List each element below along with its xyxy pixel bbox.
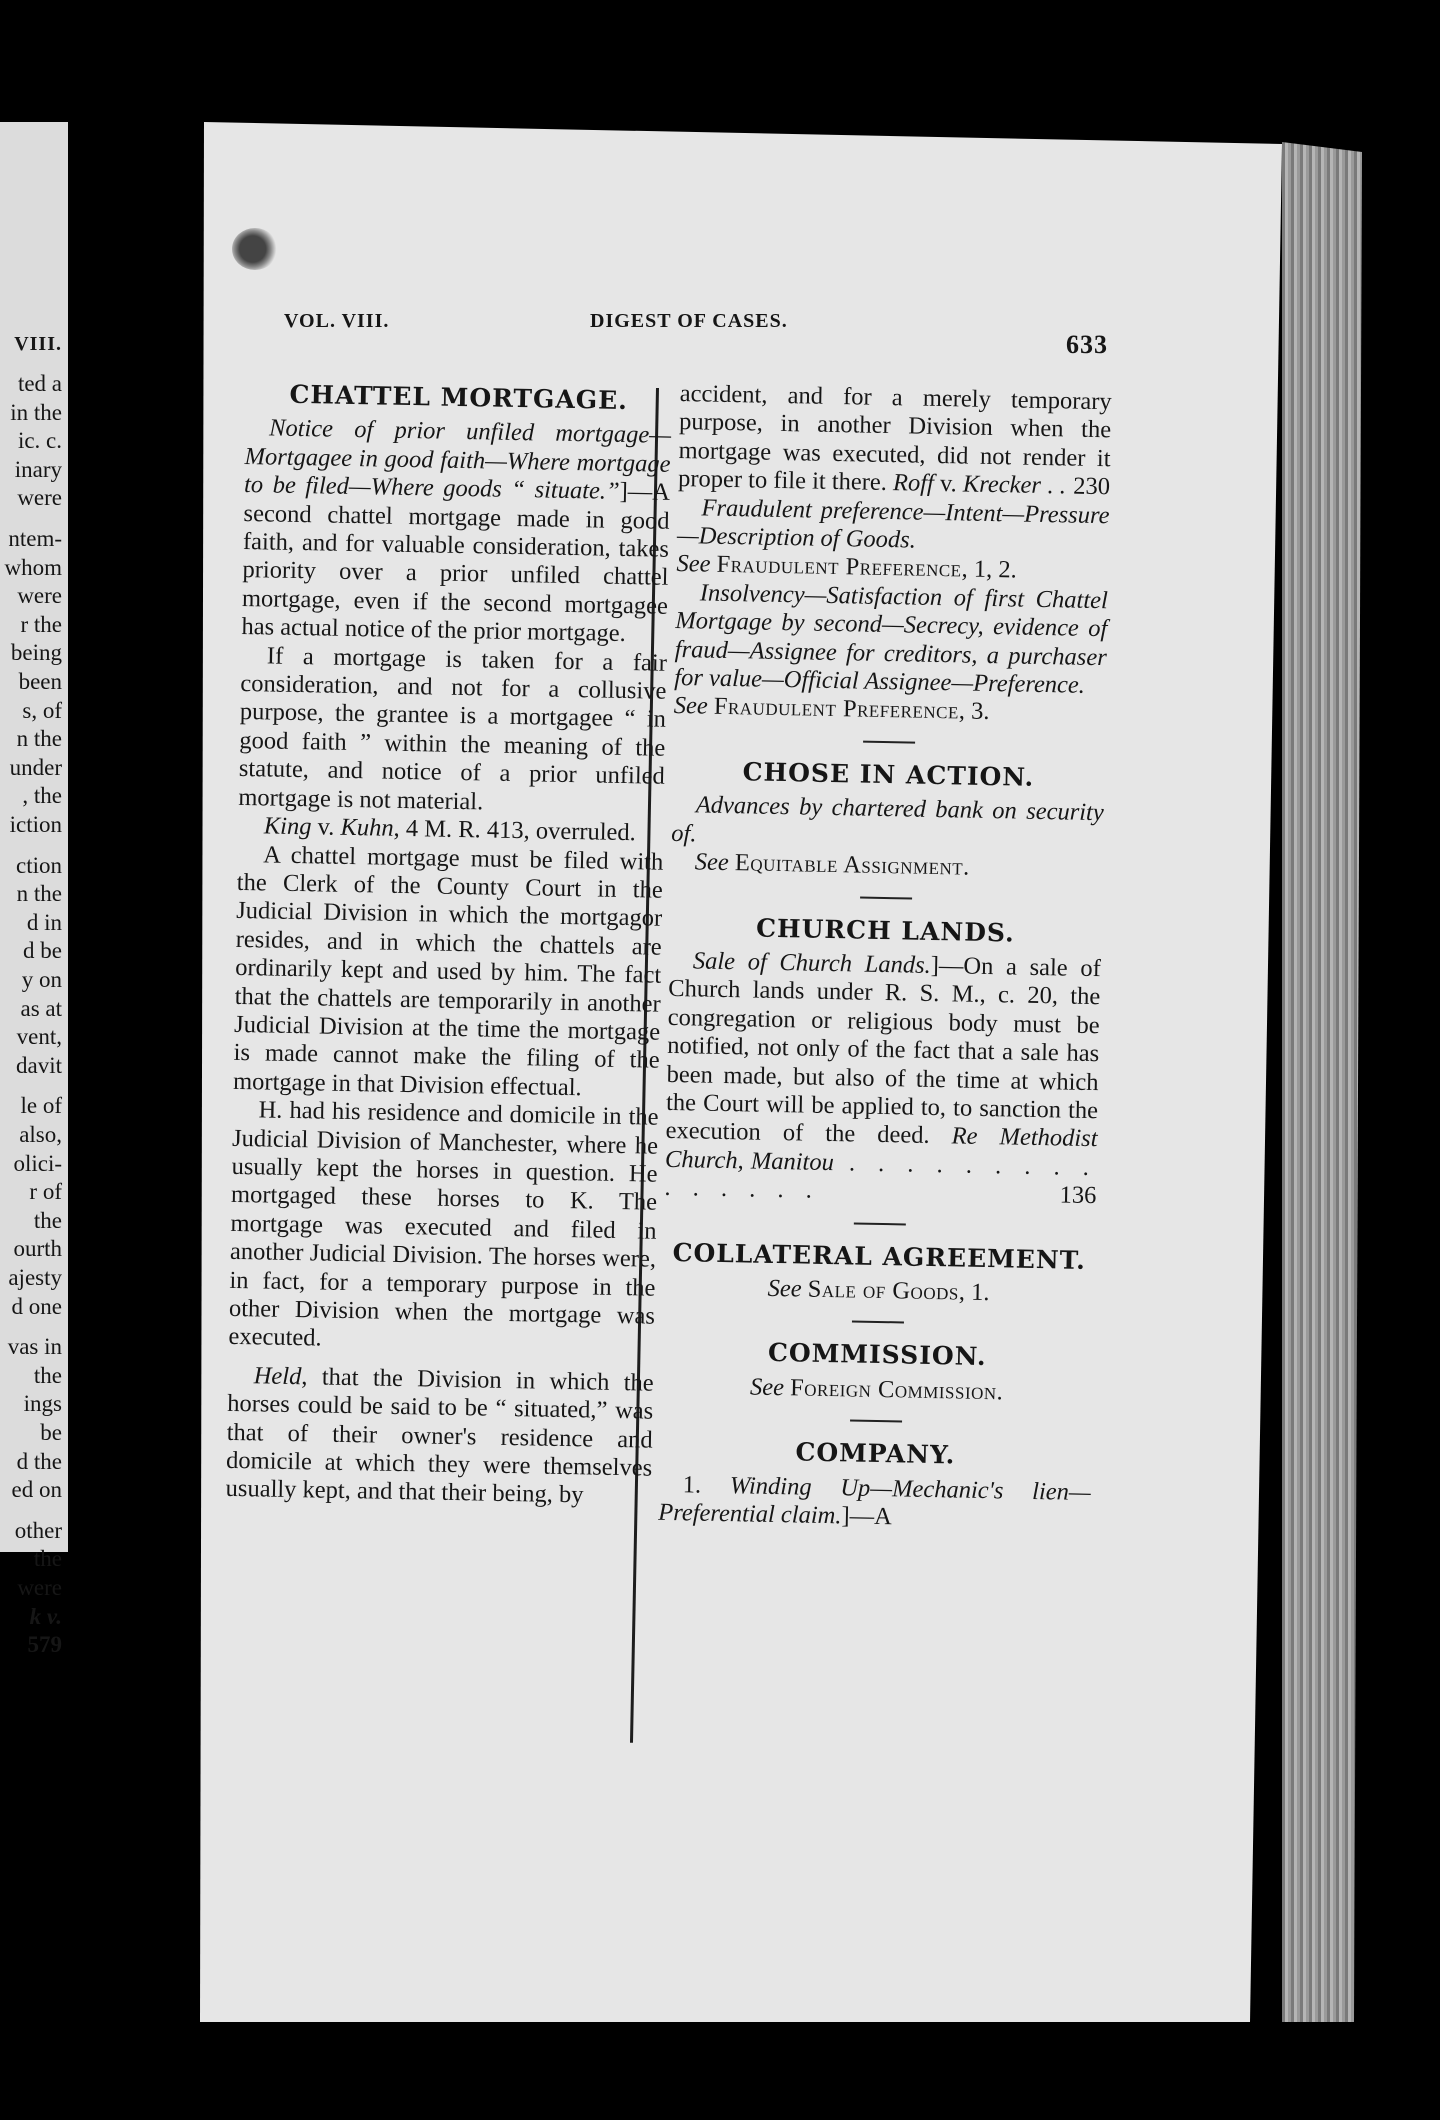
reference-target: Fraudulent Preference <box>716 551 962 583</box>
adjacent-page-line: the <box>33 1362 62 1388</box>
reference-target: Sale of Goods <box>807 1275 960 1306</box>
section-heading-collateral-agreement: COLLATERAL AGREEMENT. <box>672 1237 1087 1275</box>
adjacent-page-line: were <box>17 583 62 609</box>
adjacent-page-line: ings <box>23 1391 62 1417</box>
case-versus: v. <box>311 813 341 841</box>
see-label: See <box>676 550 711 579</box>
volume-label: VOL. VIII. <box>284 310 390 332</box>
adjacent-page-line: d in <box>26 909 62 935</box>
adjacent-page-line: d be <box>23 938 62 964</box>
entry-paragraph <box>225 1362 654 1512</box>
adjacent-page-line: ction <box>16 852 62 878</box>
adjacent-page-line: ted a <box>17 371 62 396</box>
case-versus: v. <box>933 470 964 498</box>
adjacent-page-line: whom <box>4 554 62 580</box>
adjacent-page-line: ntem- <box>8 526 62 551</box>
case-name: Kuhn <box>340 813 394 842</box>
adjacent-page-line: the <box>33 1207 62 1233</box>
adjacent-page-line: the <box>33 1546 62 1572</box>
see-label: See <box>673 692 708 721</box>
held-label: Held <box>253 1362 302 1390</box>
leader-dots: . . <box>1040 472 1066 500</box>
reference-target: Fraudulent Preference <box>713 693 960 725</box>
adjacent-page-line: y on <box>21 967 62 992</box>
reference-number: , 3. <box>958 697 990 726</box>
adjacent-page-line: were <box>17 1575 62 1600</box>
adjacent-page-line: be <box>40 1420 62 1445</box>
entry-paragraph: A chattel mortgage must be filed with the Clerk of the County Court in the Judicial Division in which the mortgagor resides, and in which the chattels are ordinarily kept and used by him. The fact that the chattels are temporarily in another Judicial Division at the time the mortgage is made cannot make the filing of the mortgage in that Division effectual. <box>232 840 664 1102</box>
section-divider <box>852 1321 904 1324</box>
adjacent-page-header: VIII. <box>14 333 62 355</box>
adjacent-page-line: other <box>14 1517 62 1543</box>
entry-paragraph: If a mortgage is taken for a fair consideration, and not for a collusive purpose, the grantee is a mortgagee “ in good faith ” within the meaning of the statute, and notice of a prior unfiled mortgage is not material. <box>238 642 668 816</box>
adjacent-page-line: n the <box>16 881 62 907</box>
entry-paragraph: H. had his residence and domicile in the Judicial Division of Manchester, where he usually kept the horses in question. He mortgaged these horses to K. The mortgage was executed and filed in another Judicial Division. The horses were, in fact, for a temporary purpose in the other Division when the mortgage was executed. <box>228 1096 659 1352</box>
entry-topic: Winding Up—Mechanic's lien—Preferential claim. <box>657 1471 1091 1530</box>
case-name: Roff <box>892 469 935 498</box>
page-reference: 136 <box>1059 1181 1097 1210</box>
adjacent-page-line: r the <box>20 611 62 637</box>
adjacent-page-line: in the <box>10 399 62 425</box>
entry-paragraph <box>241 414 671 649</box>
reference-target: Equitable Assignment. <box>734 849 971 881</box>
leader-dots: . . . . . . . . . . . . . . . <box>664 1148 1098 1204</box>
case-name: Re Methodist Church, Manitou <box>664 1122 1098 1176</box>
adjacent-page-line: n the <box>16 726 62 752</box>
adjacent-page-line: , the <box>22 783 62 809</box>
adjacent-page-strip <box>0 122 68 1658</box>
adjacent-page-line: olici- <box>13 1150 62 1176</box>
adjacent-page-line: ourth <box>13 1236 62 1262</box>
section-heading-company: COMPANY. <box>795 1437 956 1470</box>
reference-number: , 1. <box>958 1278 990 1307</box>
adjacent-page-line: s, of <box>22 697 62 723</box>
section-divider <box>850 1420 902 1423</box>
entry-topic: Sale of Church Lands. <box>692 947 932 979</box>
entry-text: ]—A second chattel mortgage made in good faith, and for valuable consideration, takes priority over a prior unfiled chattel mortgage, even if the second mortgagee has actual notice of the prior mortgage. <box>241 478 671 648</box>
section-heading-commission: COMMISSION. <box>767 1338 987 1372</box>
entry-text: ]—A <box>841 1502 893 1531</box>
ink-smudge <box>232 228 278 270</box>
see-label: See <box>694 848 730 877</box>
citation-text: , 4 M. R. 413, overruled. <box>393 814 637 847</box>
entry-topic: Fraudulent preference—Intent—Pressure—Description of Goods. <box>676 494 1110 554</box>
adjacent-page-line: r of <box>29 1179 62 1205</box>
cross-reference <box>662 1273 1094 1310</box>
adjacent-page-line: d one <box>11 1293 62 1319</box>
see-label: See <box>749 1373 785 1401</box>
running-title: DIGEST OF CASES. <box>590 310 788 332</box>
adjacent-page-line: ajesty <box>8 1265 62 1290</box>
reference-number: , 1, 2. <box>961 555 1017 584</box>
adjacent-page-line: vent, <box>16 1024 62 1050</box>
adjacent-page-line: also, <box>19 1122 62 1147</box>
entry-continuation <box>678 380 1112 502</box>
section-heading-chose-in-action: CHOSE IN ACTION. <box>742 757 1035 792</box>
entry-topic: Insolvency—Satisfaction of first Chattel Mortgage by second—Secrecy, evidence of fraud—Assignee for creditors, a purchaser for value—Official Assignee—Preference. <box>674 579 1109 699</box>
adjacent-page-line: ed on <box>11 1477 62 1503</box>
entry-text: accident, and for a merely temporary purpose, in another Division when the mortgage was executed, did not render it proper to file it there. <box>677 380 1112 497</box>
page-number: 633 <box>1066 330 1108 359</box>
adjacent-page-line: davit <box>16 1052 62 1078</box>
section-divider <box>863 740 915 743</box>
see-label: See <box>767 1274 802 1303</box>
section-heading-church-lands: CHURCH LANDS. <box>755 913 1016 948</box>
adjacent-page-line: vas in <box>7 1334 62 1360</box>
adjacent-page-line: been <box>18 669 62 694</box>
case-name: Krecker <box>962 470 1042 500</box>
adjacent-page-line: iction <box>9 812 62 837</box>
section-divider <box>860 896 912 899</box>
section-divider <box>854 1222 906 1225</box>
case-name: King <box>263 812 312 841</box>
adjacent-page-line: ic. c. <box>17 428 62 454</box>
entry-number: 1. <box>682 1470 702 1499</box>
entry-topic: Advances by chartered bank on security of. <box>671 791 1105 848</box>
page-reference: 230 <box>1073 472 1111 501</box>
right-column <box>658 380 1112 1535</box>
cross-reference <box>660 1372 1092 1409</box>
page-edge <box>1282 142 1362 2022</box>
section-heading-chattel-mortgage: CHATTEL MORTGAGE. <box>289 379 629 415</box>
adjacent-page-line: as at <box>20 995 62 1021</box>
entry-text: , that the Division in which the horses could be said to be “ situated,” was that of their owner's residence and domicile at which they were themselves usually kept, and that their being, by <box>225 1362 654 1509</box>
adjacent-page-line: d the <box>16 1448 62 1474</box>
left-column <box>225 380 672 1511</box>
adjacent-page-line: k v. <box>29 1603 62 1629</box>
entry-text: ]—On a sale of Church lands under R. S. M., c. 20, the congregation or religious body must be notified, not only of the fact that a sale has been made, but also of the time at which the Court will be applied to, to sanction the execution of the deed. <box>665 951 1102 1150</box>
entry-paragraph <box>664 947 1101 1211</box>
adjacent-page-line: le of <box>20 1093 62 1119</box>
adjacent-page-line: inary <box>14 456 62 482</box>
entry-topic: Notice of prior unfiled mortgage—Mortgagee in good faith—Where mortgage to be filed—Where goods “ situate.” <box>243 414 672 506</box>
adjacent-page-reference: 579 <box>27 1632 62 1658</box>
adjacent-page-line: being <box>10 640 62 666</box>
adjacent-page-line: were <box>17 485 62 511</box>
reference-target: Foreign Commission. <box>789 1374 1004 1406</box>
adjacent-page-line: under <box>9 754 62 780</box>
entry-paragraph <box>658 1470 1091 1535</box>
